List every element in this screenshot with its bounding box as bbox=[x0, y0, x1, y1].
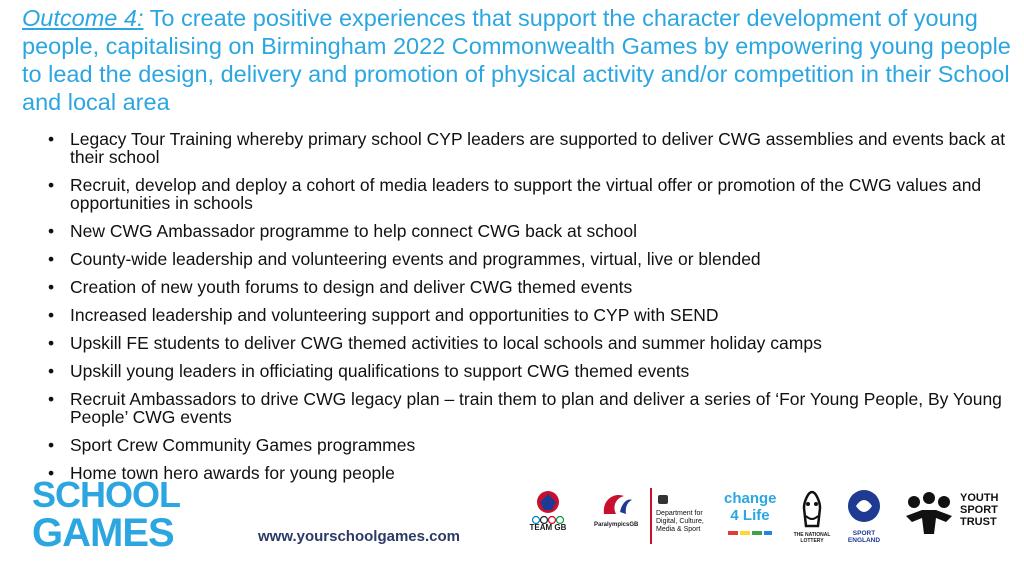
bullet-list bbox=[46, 130, 1016, 492]
list-item: • Sport Crew Community Games programmes bbox=[46, 436, 1016, 454]
crest-icon bbox=[656, 492, 670, 506]
logo-line2: GAMES bbox=[32, 511, 174, 550]
list-item: • Increased leadership and volunteering support and opportunities to CYP with SEND bbox=[46, 306, 1016, 324]
change4life-dots-icon bbox=[728, 528, 772, 538]
paralympics-logo bbox=[594, 488, 638, 544]
youth-sport-trust-logo bbox=[902, 488, 1018, 544]
list-item: • Recruit Ambassadors to drive CWG legacy plan – train them to plan and deliver a series of ‘For Young People, By Young People’ CWG events bbox=[46, 390, 1016, 426]
partner-logos bbox=[528, 488, 1018, 548]
outcome-text: To create positive experiences that support the character development of young people, capitalising on Birmingham 2022 Commonwealth Games by empowering young people to lead the design, delivery and promotion of physical activity and/or competition in their School and local area bbox=[22, 5, 1011, 115]
change4life-logo bbox=[724, 488, 776, 544]
sport-england-text: SPORT ENGLAND bbox=[847, 530, 881, 544]
list-item: • Upskill young leaders in officiating qualifications to support CWG themed events bbox=[46, 362, 1016, 380]
sport-england-logo bbox=[842, 488, 886, 544]
outcome-label: Outcome 4: bbox=[22, 5, 144, 31]
list-item: • New CWG Ambassador programme to help connect CWG back at school bbox=[46, 222, 1016, 240]
change4life-text: change 4 Life bbox=[724, 490, 777, 524]
dcms-logo bbox=[650, 488, 712, 544]
national-lottery-logo bbox=[790, 488, 834, 544]
paralympics-text: ParalympicsGB bbox=[594, 522, 639, 528]
slide-title bbox=[22, 4, 1012, 116]
teamgb-logo bbox=[528, 488, 568, 544]
lottery-text: THE NATIONAL LOTTERY bbox=[793, 532, 831, 544]
sport-england-icon bbox=[842, 488, 886, 528]
yst-text: YOUTH SPORT TRUST bbox=[960, 492, 999, 528]
dcms-text: Department for Digital, Culture, Media & Sport bbox=[656, 510, 704, 533]
paralympics-icon bbox=[594, 488, 638, 518]
school-games-logo bbox=[30, 474, 200, 550]
list-item: • Recruit, develop and deploy a cohort of media leaders to support the virtual offer or promotion of the CWG values and opportunities in schools bbox=[46, 176, 1016, 212]
crossed-fingers-icon bbox=[790, 488, 834, 530]
lion-icon bbox=[528, 488, 568, 528]
list-item: • Upskill FE students to deliver CWG themed activities to local schools and summer holiday camps bbox=[46, 334, 1016, 352]
website-url: www.yourschoolgames.com bbox=[258, 528, 460, 545]
list-item: • Creation of new youth forums to design and deliver CWG themed events bbox=[46, 278, 1016, 296]
people-icon bbox=[902, 492, 956, 538]
list-item: • County-wide leadership and volunteering events and programmes, virtual, live or blended bbox=[46, 250, 1016, 268]
logo-line1: SCHOOL bbox=[32, 474, 181, 515]
teamgb-text: TEAM GB bbox=[529, 523, 567, 532]
list-item: • Legacy Tour Training whereby primary school CYP leaders are supported to deliver CWG assemblies and events back at their school bbox=[46, 130, 1016, 166]
list-item: • Home town hero awards for young people bbox=[46, 464, 1016, 482]
